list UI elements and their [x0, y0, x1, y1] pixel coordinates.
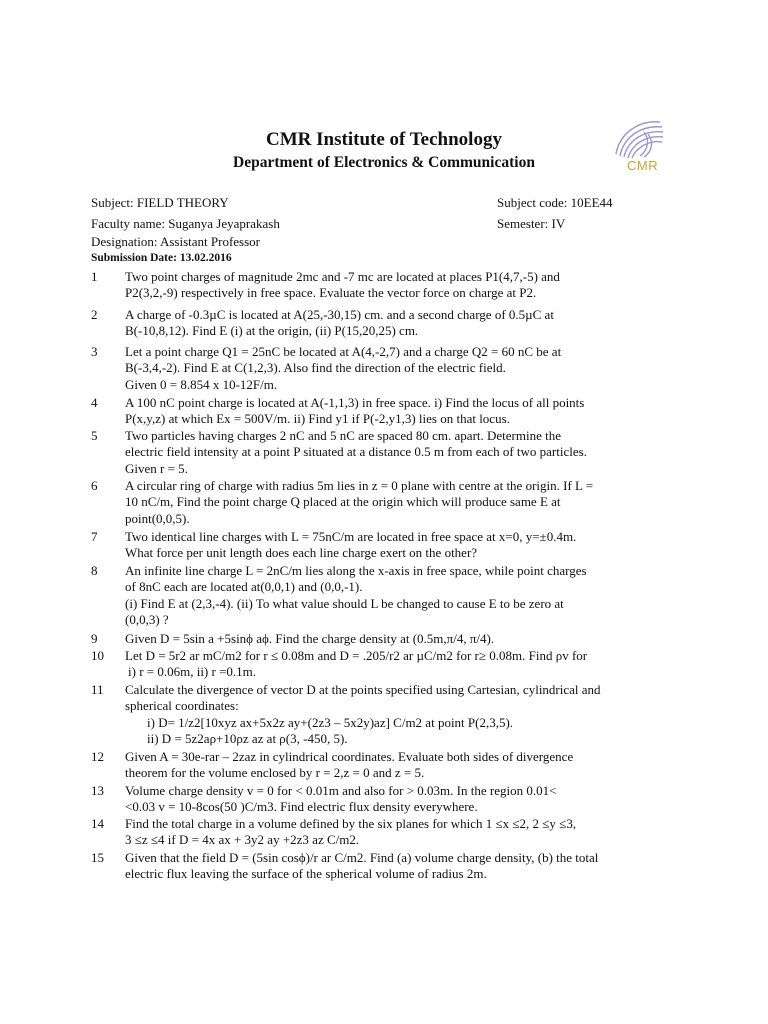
- logo-text: CMR: [627, 158, 659, 173]
- subject-code: Subject code: 10EE44: [497, 195, 613, 210]
- semester-label: Semester: IV: [497, 216, 566, 231]
- faculty-name: Suganya Jeyaprakash: [168, 216, 280, 231]
- submission-date: Submission Date: 13.02.2016: [91, 252, 232, 264]
- subject-label: Subject: FIELD THEORY: [91, 195, 229, 210]
- designation-label: Designation: Assistant Professor: [91, 234, 260, 249]
- department-title: Department of Electronics & Communication: [233, 154, 535, 171]
- faculty-line: Faculty name: Suganya Jeyaprakash: [91, 216, 280, 231]
- page-title: CMR Institute of Technology: [266, 129, 502, 150]
